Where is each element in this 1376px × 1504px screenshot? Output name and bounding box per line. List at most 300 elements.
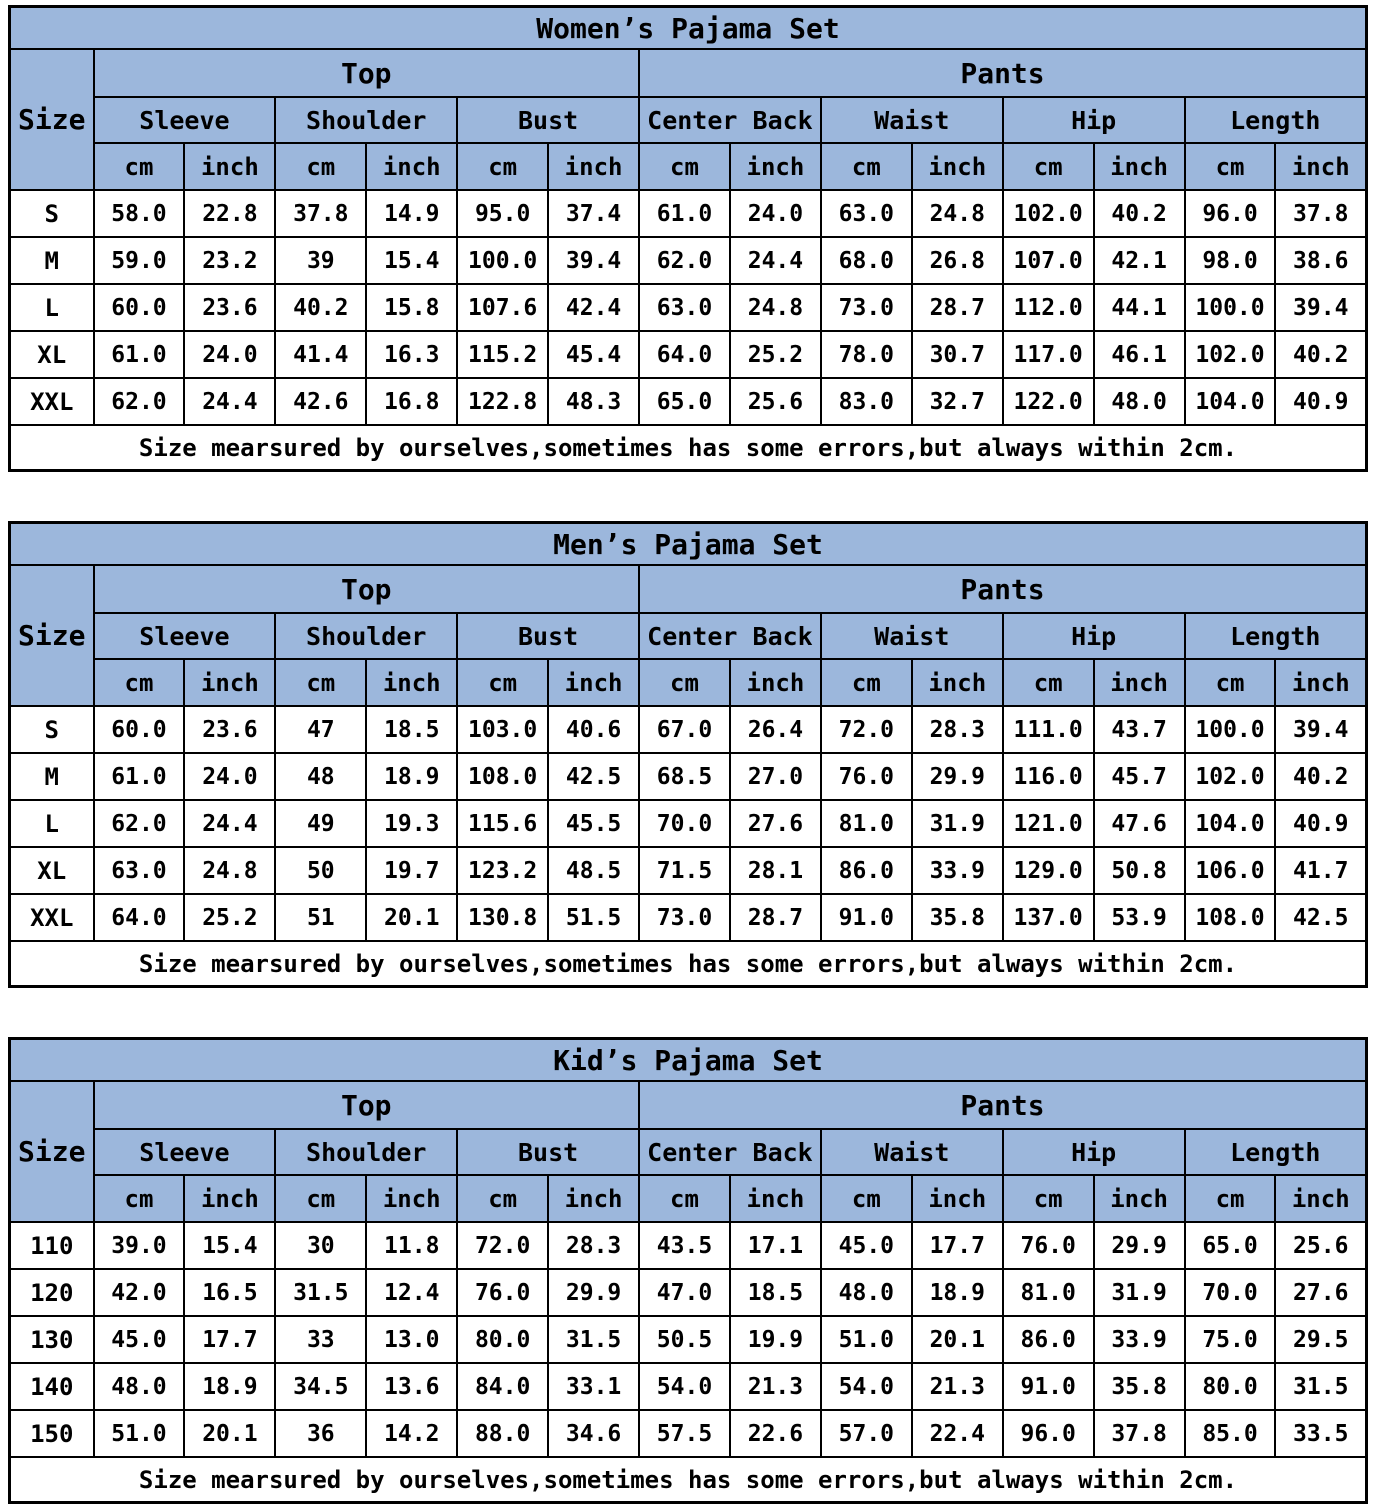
size-value: XXL (10, 378, 94, 425)
unit-cm-header: cm (457, 659, 548, 706)
data-rows (10, 1222, 1367, 1457)
column-header-waist: Waist (821, 613, 1003, 659)
measurement-value: 68.0 (821, 237, 912, 284)
top-group-header: Top (94, 49, 640, 97)
table-title-row (10, 1039, 1367, 1082)
measurement-value: 111.0 (1003, 706, 1094, 753)
table-row (10, 331, 1367, 378)
measurement-value: 102.0 (1185, 753, 1276, 800)
table-row (10, 1222, 1367, 1269)
unit-inch-header: inch (1094, 143, 1185, 190)
measurement-value: 35.8 (1094, 1363, 1185, 1410)
size-column-header: Size (10, 1081, 94, 1222)
measurement-value: 37.8 (1275, 190, 1366, 237)
measurement-value: 96.0 (1185, 190, 1276, 237)
measurement-value: 47.6 (1094, 800, 1185, 847)
measurement-value: 51.0 (821, 1316, 912, 1363)
measurement-value: 65.0 (639, 378, 730, 425)
size-value: XXL (10, 894, 94, 941)
measurement-value: 18.5 (366, 706, 457, 753)
measurement-value: 108.0 (457, 753, 548, 800)
measurement-value: 41.7 (1275, 847, 1366, 894)
unit-cm-header: cm (821, 1175, 912, 1222)
measurement-value: 42.6 (275, 378, 366, 425)
measurement-value: 28.1 (730, 847, 821, 894)
measurement-value: 100.0 (1185, 706, 1276, 753)
measurement-value: 40.6 (548, 706, 639, 753)
measurement-value: 15.8 (366, 284, 457, 331)
measurement-value: 70.0 (1185, 1269, 1276, 1316)
column-header-waist: Waist (821, 97, 1003, 143)
measurement-value: 48.0 (1094, 378, 1185, 425)
unit-cm-header: cm (639, 659, 730, 706)
column-header-length: Length (1185, 613, 1367, 659)
measurement-value: 29.5 (1275, 1316, 1366, 1363)
measurement-value: 22.6 (730, 1410, 821, 1457)
data-rows (10, 706, 1367, 941)
measurement-value: 30.7 (912, 331, 1003, 378)
measurement-value: 42.0 (94, 1269, 185, 1316)
measurement-value: 61.0 (94, 753, 185, 800)
measurement-value: 73.0 (821, 284, 912, 331)
unit-cm-header: cm (94, 143, 185, 190)
pants-group-header: Pants (639, 565, 1366, 613)
measurement-value: 48.3 (548, 378, 639, 425)
group-header-row (10, 565, 1367, 613)
measurement-value: 13.0 (366, 1316, 457, 1363)
unit-inch-header: inch (184, 1175, 275, 1222)
measurement-value: 17.7 (912, 1222, 1003, 1269)
column-header-shoulder: Shoulder (275, 97, 457, 143)
section-header-row (10, 97, 1367, 143)
pants-group-header: Pants (639, 49, 1366, 97)
measurement-value: 45.0 (94, 1316, 185, 1363)
measurement-value: 16.8 (366, 378, 457, 425)
measurement-value: 81.0 (1003, 1269, 1094, 1316)
unit-header-row (10, 143, 1367, 190)
measurement-value: 53.9 (1094, 894, 1185, 941)
measurement-value: 24.8 (730, 284, 821, 331)
measurement-value: 62.0 (94, 378, 185, 425)
unit-inch-header: inch (184, 659, 275, 706)
measurement-value: 48.0 (94, 1363, 185, 1410)
measurement-value: 31.5 (1275, 1363, 1366, 1410)
unit-header-row (10, 659, 1367, 706)
unit-inch-header: inch (548, 659, 639, 706)
unit-cm-header: cm (457, 1175, 548, 1222)
unit-cm-header: cm (1003, 143, 1094, 190)
unit-inch-header: inch (1275, 1175, 1366, 1222)
measurement-value: 76.0 (1003, 1222, 1094, 1269)
table-title-row (10, 7, 1367, 50)
unit-cm-header: cm (1185, 1175, 1276, 1222)
size-value: 130 (10, 1316, 94, 1363)
measurement-value: 37.8 (1094, 1410, 1185, 1457)
size-chart (8, 5, 1368, 472)
unit-cm-header: cm (1003, 659, 1094, 706)
group-header-row (10, 1081, 1367, 1129)
measurement-value: 115.6 (457, 800, 548, 847)
measurement-value: 65.0 (1185, 1222, 1276, 1269)
column-header-shoulder: Shoulder (275, 613, 457, 659)
measurement-value: 63.0 (94, 847, 185, 894)
measurement-value: 43.5 (639, 1222, 730, 1269)
measurement-value: 15.4 (366, 237, 457, 284)
measurement-value: 34.6 (548, 1410, 639, 1457)
measurement-value: 45.7 (1094, 753, 1185, 800)
table-row (10, 190, 1367, 237)
table-row (10, 706, 1367, 753)
measurement-value: 64.0 (639, 331, 730, 378)
size-value: M (10, 237, 94, 284)
measurement-value: 42.5 (548, 753, 639, 800)
column-header-hip: Hip (1003, 97, 1185, 143)
measurement-value: 39.4 (548, 237, 639, 284)
note-row (10, 425, 1367, 471)
measurement-value: 24.0 (730, 190, 821, 237)
measurement-value: 19.9 (730, 1316, 821, 1363)
unit-inch-header: inch (912, 659, 1003, 706)
measurement-value: 18.9 (366, 753, 457, 800)
table-row (10, 1269, 1367, 1316)
measurement-value: 40.9 (1275, 378, 1366, 425)
measurement-value: 25.6 (730, 378, 821, 425)
measurement-value: 78.0 (821, 331, 912, 378)
measurement-value: 121.0 (1003, 800, 1094, 847)
table-title: Men’s Pajama Set (10, 523, 1367, 566)
measurement-value: 68.5 (639, 753, 730, 800)
measurement-value: 57.5 (639, 1410, 730, 1457)
measurement-value: 22.8 (184, 190, 275, 237)
measurement-value: 27.6 (730, 800, 821, 847)
measurement-value: 33.1 (548, 1363, 639, 1410)
measurement-value: 25.2 (730, 331, 821, 378)
size-value: 120 (10, 1269, 94, 1316)
measurement-value: 19.3 (366, 800, 457, 847)
measurement-value: 50.5 (639, 1316, 730, 1363)
measurement-value: 48 (275, 753, 366, 800)
measurement-value: 31.9 (912, 800, 1003, 847)
measurement-value: 25.2 (184, 894, 275, 941)
unit-cm-header: cm (94, 659, 185, 706)
unit-inch-header: inch (548, 1175, 639, 1222)
measurement-value: 46.1 (1094, 331, 1185, 378)
measurement-value: 40.2 (1275, 753, 1366, 800)
measurement-value: 29.9 (548, 1269, 639, 1316)
measurement-value: 28.7 (912, 284, 1003, 331)
size-chart (8, 521, 1368, 988)
measurement-value: 117.0 (1003, 331, 1094, 378)
measurement-value: 11.8 (366, 1222, 457, 1269)
measurement-value: 59.0 (94, 237, 185, 284)
table-title: Kid’s Pajama Set (10, 1039, 1367, 1082)
measurement-value: 25.6 (1275, 1222, 1366, 1269)
measurement-value: 24.8 (184, 847, 275, 894)
measurement-value: 47 (275, 706, 366, 753)
measurement-value: 14.2 (366, 1410, 457, 1457)
size-column-header: Size (10, 565, 94, 706)
measurement-value: 123.2 (457, 847, 548, 894)
measurement-value: 39 (275, 237, 366, 284)
measurement-value: 76.0 (821, 753, 912, 800)
unit-cm-header: cm (275, 143, 366, 190)
unit-inch-header: inch (730, 1175, 821, 1222)
measurement-value: 24.0 (184, 331, 275, 378)
measurement-value: 48.0 (821, 1269, 912, 1316)
measurement-value: 35.8 (912, 894, 1003, 941)
measurement-value: 12.4 (366, 1269, 457, 1316)
measurement-value: 108.0 (1185, 894, 1276, 941)
section-header-row (10, 1129, 1367, 1175)
measurement-value: 33 (275, 1316, 366, 1363)
measurement-value: 23.6 (184, 284, 275, 331)
measurement-value: 84.0 (457, 1363, 548, 1410)
section-header-row (10, 613, 1367, 659)
unit-cm-header: cm (1185, 659, 1276, 706)
column-header-bust: Bust (457, 1129, 639, 1175)
measurement-value: 51.0 (94, 1410, 185, 1457)
measurement-value: 39.4 (1275, 284, 1366, 331)
measurement-value: 102.0 (1003, 190, 1094, 237)
size-value: L (10, 800, 94, 847)
measurement-value: 85.0 (1185, 1410, 1276, 1457)
column-header-waist: Waist (821, 1129, 1003, 1175)
table-title-row (10, 523, 1367, 566)
measurement-value: 17.7 (184, 1316, 275, 1363)
measurement-value: 63.0 (821, 190, 912, 237)
measurement-value: 45.4 (548, 331, 639, 378)
size-value: S (10, 706, 94, 753)
measurement-value: 115.2 (457, 331, 548, 378)
measurement-value: 37.4 (548, 190, 639, 237)
measurement-value: 34.5 (275, 1363, 366, 1410)
measurement-value: 20.1 (912, 1316, 1003, 1363)
unit-inch-header: inch (912, 1175, 1003, 1222)
measurement-value: 26.8 (912, 237, 1003, 284)
measurement-value: 42.5 (1275, 894, 1366, 941)
table-row (10, 1316, 1367, 1363)
measurement-value: 40.2 (1094, 190, 1185, 237)
measurement-value: 27.6 (1275, 1269, 1366, 1316)
measurement-value: 72.0 (821, 706, 912, 753)
measurement-value: 37.8 (275, 190, 366, 237)
measurement-value: 42.4 (548, 284, 639, 331)
unit-cm-header: cm (275, 1175, 366, 1222)
unit-inch-header: inch (1275, 143, 1366, 190)
measurement-value: 91.0 (821, 894, 912, 941)
measurement-value: 76.0 (457, 1269, 548, 1316)
unit-cm-header: cm (94, 1175, 185, 1222)
measurement-value: 40.9 (1275, 800, 1366, 847)
table-row (10, 237, 1367, 284)
column-header-hip: Hip (1003, 613, 1185, 659)
unit-inch-header: inch (730, 143, 821, 190)
measurement-value: 21.3 (912, 1363, 1003, 1410)
measurement-value: 95.0 (457, 190, 548, 237)
measurement-value: 44.1 (1094, 284, 1185, 331)
measurement-value: 24.4 (730, 237, 821, 284)
column-header-hip: Hip (1003, 1129, 1185, 1175)
column-header-center-back: Center Back (639, 1129, 821, 1175)
measurement-value: 28.3 (548, 1222, 639, 1269)
data-rows (10, 190, 1367, 425)
note: Size mearsured by ourselves,sometimes has some errors,but always within 2cm. (10, 425, 1367, 471)
measurement-value: 100.0 (457, 237, 548, 284)
size-value: 110 (10, 1222, 94, 1269)
measurement-value: 102.0 (1185, 331, 1276, 378)
measurement-value: 73.0 (639, 894, 730, 941)
measurement-value: 40.2 (275, 284, 366, 331)
measurement-value: 57.0 (821, 1410, 912, 1457)
measurement-value: 29.9 (912, 753, 1003, 800)
measurement-value: 67.0 (639, 706, 730, 753)
measurement-value: 24.8 (912, 190, 1003, 237)
measurement-value: 26.4 (730, 706, 821, 753)
measurement-value: 129.0 (1003, 847, 1094, 894)
measurement-value: 31.5 (548, 1316, 639, 1363)
measurement-value: 14.9 (366, 190, 457, 237)
measurement-value: 28.3 (912, 706, 1003, 753)
measurement-value: 62.0 (94, 800, 185, 847)
measurement-value: 122.8 (457, 378, 548, 425)
table-row (10, 847, 1367, 894)
measurement-value: 24.4 (184, 800, 275, 847)
measurement-value: 61.0 (639, 190, 730, 237)
measurement-value: 24.0 (184, 753, 275, 800)
measurement-value: 80.0 (1185, 1363, 1276, 1410)
measurement-value: 70.0 (639, 800, 730, 847)
size-value: 140 (10, 1363, 94, 1410)
size-column-header: Size (10, 49, 94, 190)
measurement-value: 18.9 (184, 1363, 275, 1410)
measurement-value: 54.0 (821, 1363, 912, 1410)
size-value: XL (10, 331, 94, 378)
measurement-value: 22.4 (912, 1410, 1003, 1457)
measurement-value: 61.0 (94, 331, 185, 378)
measurement-value: 39.4 (1275, 706, 1366, 753)
column-header-sleeve: Sleeve (94, 97, 276, 143)
measurement-value: 122.0 (1003, 378, 1094, 425)
table-row (10, 1363, 1367, 1410)
measurement-value: 103.0 (457, 706, 548, 753)
measurement-value: 39.0 (94, 1222, 185, 1269)
measurement-value: 91.0 (1003, 1363, 1094, 1410)
size-value: M (10, 753, 94, 800)
unit-cm-header: cm (457, 143, 548, 190)
measurement-value: 71.5 (639, 847, 730, 894)
note: Size mearsured by ourselves,sometimes has some errors,but always within 2cm. (10, 941, 1367, 987)
size-value: L (10, 284, 94, 331)
measurement-value: 88.0 (457, 1410, 548, 1457)
unit-cm-header: cm (639, 1175, 730, 1222)
unit-inch-header: inch (1094, 659, 1185, 706)
measurement-value: 24.4 (184, 378, 275, 425)
measurement-value: 31.9 (1094, 1269, 1185, 1316)
unit-cm-header: cm (821, 143, 912, 190)
table-row (10, 753, 1367, 800)
size-value: 150 (10, 1410, 94, 1457)
measurement-value: 100.0 (1185, 284, 1276, 331)
measurement-value: 50.8 (1094, 847, 1185, 894)
measurement-value: 50 (275, 847, 366, 894)
measurement-value: 21.3 (730, 1363, 821, 1410)
measurement-value: 107.6 (457, 284, 548, 331)
measurement-value: 36 (275, 1410, 366, 1457)
measurement-value: 17.1 (730, 1222, 821, 1269)
measurement-value: 28.7 (730, 894, 821, 941)
measurement-value: 51.5 (548, 894, 639, 941)
column-header-center-back: Center Back (639, 613, 821, 659)
measurement-value: 49 (275, 800, 366, 847)
unit-inch-header: inch (366, 143, 457, 190)
measurement-value: 20.1 (184, 1410, 275, 1457)
size-value: XL (10, 847, 94, 894)
measurement-value: 41.4 (275, 331, 366, 378)
measurement-value: 58.0 (94, 190, 185, 237)
measurement-value: 116.0 (1003, 753, 1094, 800)
measurement-value: 104.0 (1185, 378, 1276, 425)
note-row (10, 941, 1367, 987)
unit-inch-header: inch (184, 143, 275, 190)
measurement-value: 31.5 (275, 1269, 366, 1316)
measurement-value: 112.0 (1003, 284, 1094, 331)
measurement-value: 29.9 (1094, 1222, 1185, 1269)
column-header-sleeve: Sleeve (94, 613, 276, 659)
unit-inch-header: inch (366, 1175, 457, 1222)
unit-inch-header: inch (548, 143, 639, 190)
measurement-value: 83.0 (821, 378, 912, 425)
column-header-sleeve: Sleeve (94, 1129, 276, 1175)
column-header-bust: Bust (457, 97, 639, 143)
top-group-header: Top (94, 1081, 640, 1129)
column-header-length: Length (1185, 1129, 1367, 1175)
unit-inch-header: inch (1094, 1175, 1185, 1222)
pants-group-header: Pants (639, 1081, 1366, 1129)
table-row (10, 800, 1367, 847)
measurement-value: 80.0 (457, 1316, 548, 1363)
measurement-value: 45.0 (821, 1222, 912, 1269)
unit-inch-header: inch (730, 659, 821, 706)
measurement-value: 63.0 (639, 284, 730, 331)
measurement-value: 104.0 (1185, 800, 1276, 847)
measurement-value: 40.2 (1275, 331, 1366, 378)
column-header-bust: Bust (457, 613, 639, 659)
measurement-value: 86.0 (1003, 1316, 1094, 1363)
measurement-value: 137.0 (1003, 894, 1094, 941)
measurement-value: 16.5 (184, 1269, 275, 1316)
measurement-value: 20.1 (366, 894, 457, 941)
unit-header-row (10, 1175, 1367, 1222)
note: Size mearsured by ourselves,sometimes has some errors,but always within 2cm. (10, 1457, 1367, 1503)
top-group-header: Top (94, 565, 640, 613)
measurement-value: 38.6 (1275, 237, 1366, 284)
measurement-value: 33.9 (1094, 1316, 1185, 1363)
unit-inch-header: inch (912, 143, 1003, 190)
measurement-value: 107.0 (1003, 237, 1094, 284)
measurement-value: 23.2 (184, 237, 275, 284)
measurement-value: 33.9 (912, 847, 1003, 894)
measurement-value: 18.5 (730, 1269, 821, 1316)
measurement-value: 60.0 (94, 284, 185, 331)
unit-cm-header: cm (821, 659, 912, 706)
measurement-value: 16.3 (366, 331, 457, 378)
table-row (10, 378, 1367, 425)
measurement-value: 18.9 (912, 1269, 1003, 1316)
measurement-value: 47.0 (639, 1269, 730, 1316)
measurement-value: 106.0 (1185, 847, 1276, 894)
measurement-value: 32.7 (912, 378, 1003, 425)
measurement-value: 86.0 (821, 847, 912, 894)
